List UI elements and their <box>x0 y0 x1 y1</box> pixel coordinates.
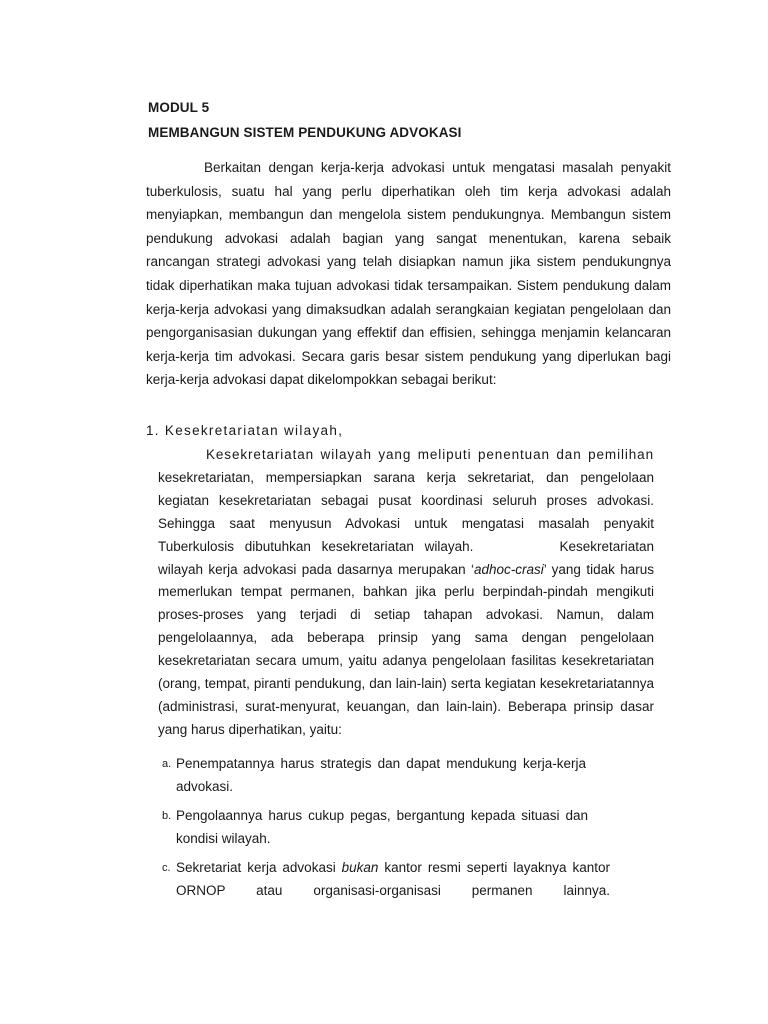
list-item <box>162 856 610 902</box>
section-lead: Kesekretariatan wilayah yang meliputi penentuan dan pemilihan <box>206 447 654 462</box>
section-heading: 1. Kesekretariatan wilayah, <box>146 423 344 438</box>
italic-term: adhoc-crasi <box>474 561 544 577</box>
section-text-part1: kesekretariatan, mempersiapkan sarana kerja sekretariat, dan pengelolaan kegiatan kesekretariatan sebagai pusat koordinasi seluruh proses advokasi. Sehingga saat menyusun Advokasi untuk mengatasi masalah penyakit Tuberkulosis dibutuhkan kesekretariatan wilayah. <box>158 469 654 554</box>
intro-paragraph: Berkaitan dengan kerja-kerja advokasi untuk mengatasi masalah penyakit tuberkulosis, suatu hal yang perlu diperhatikan oleh tim kerja advokasi adalah menyiapkan, membangun dan mengelola sistem pendukungnya. Membangun sistem pendukung advokasi adalah bagian yang sangat menentukan, karena sebaik rancangan strategi advokasi yang telah disiapkan namun jika sistem pendukungnya tidak diperhatikan maka tujuan advokasi tidak tersampaikan. Sistem pendukung dalam kerja-kerja advokasi yang dimaksudkan adalah serangkaian kegiatan pengelolaan dan pengorganisasian dukungan yang effektif dan effisien, sehingga menjamin kelancaran kerja-kerja tim advokasi. Secara garis besar sistem pendukung yang diperlukan bagi kerja-kerja advokasi dapat dikelompokkan sebagai berikut: <box>146 160 671 388</box>
list-marker: a. <box>162 758 172 770</box>
list-marker: c. <box>162 862 171 874</box>
list-item <box>162 804 588 850</box>
principles-list <box>162 752 610 902</box>
list-item-text <box>176 856 610 902</box>
list-item-italic: bukan <box>341 860 379 875</box>
module-label: MODUL 5 <box>148 100 210 115</box>
list-item-text-after: kantor resmi seperti layaknya kantor ORNOP atau organisasi-organisasi permanen lainnya. <box>176 860 610 898</box>
list-item-text-before: Sekretariat kerja advokasi <box>176 860 342 875</box>
section-paragraph <box>158 444 654 742</box>
section-text-part3: ’ yang tidak harus memerlukan tempat permanen, bahkan jika perlu berpindah-pindah mengikuti proses-proses yang terjadi di setiap tahapan advokasi. Namun, dalam pengelolaannya, ada beberapa prinsip yang sama dengan pengelolaan kesekretariatan secara umum, yaitu adanya pengelolaan fasilitas kesekretariatan (orang, tempat, piranti pendukung, dan lain-lain) serta kegiatan kesekretariatannya (administrasi, surat-menyurat, keuangan, dan lain-lain). Beberapa prinsip dasar yang harus diperhatikan, yaitu: <box>158 561 654 737</box>
list-item-text: Penempatannya harus strategis dan dapat mendukung kerja-kerja advokasi. <box>176 756 586 794</box>
list-item <box>162 752 586 798</box>
list-item-text: Pengolaannya harus cukup pegas, bergantung kepada situasi dan kondisi wilayah. <box>176 808 588 846</box>
list-marker: b. <box>162 810 172 822</box>
section-text-part2: Kesekretariatan wilayah kerja advokasi pada dasarnya merupakan ‘ <box>158 538 654 577</box>
module-title: MEMBANGUN SISTEM PENDUKUNG ADVOKASI <box>148 125 462 140</box>
